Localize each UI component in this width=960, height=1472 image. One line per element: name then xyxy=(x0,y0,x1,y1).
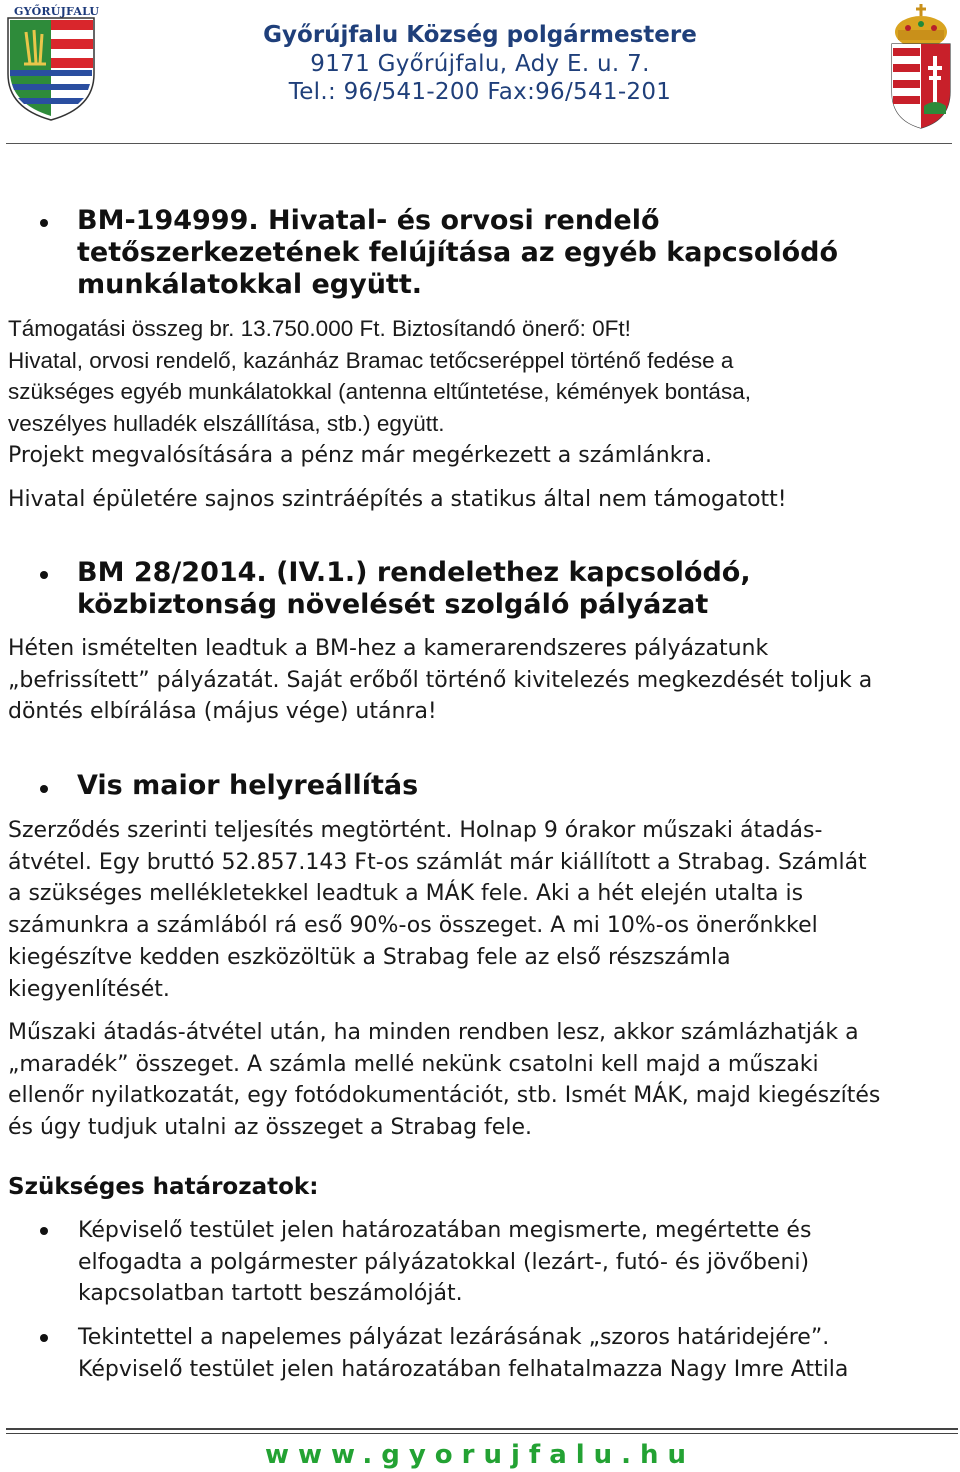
footer-divider xyxy=(6,1428,958,1430)
paragraph-line: Héten ismételten leadtuk a BM-hez a kamerarendszeres pályázatunk xyxy=(8,636,769,661)
decision-line: kapcsolatban tartott beszámolóját. xyxy=(78,1281,463,1306)
footer-divider xyxy=(6,1433,958,1434)
paragraph-line: a szükséges mellékletekkel leadtuk a MÁK fele. Aki a hét elején utalta is xyxy=(8,881,804,907)
section2-heading-line: közbiztonság növelését szolgáló pályázat xyxy=(77,589,709,620)
village-crest-logo xyxy=(4,4,98,122)
section1-heading-line: tetőszerkezetének felújítása az egyéb kapcsolódó xyxy=(77,237,839,268)
paragraph-line: kiegészítve kedden eszközöltük a Strabag fele az első részszámla xyxy=(8,944,731,970)
section3-paragraph2 xyxy=(8,1017,880,1144)
paragraph-line: Műszaki átadás-átvétel után, ha minden rendben lesz, akkor számlázhatják a xyxy=(8,1020,859,1045)
footer-website-link[interactable]: www.gyorujfalu.hu xyxy=(264,1440,696,1470)
section2-heading-line: BM 28/2014. (IV.1.) rendelethez kapcsolódó, xyxy=(77,557,751,588)
paragraph-line: szükséges egyéb munkálatokkal (antenna eltűntetése, kémények bontása, xyxy=(8,379,751,405)
section1-heading-line: BM-194999. Hivatal- és orvosi rendelő xyxy=(77,205,660,236)
section3-paragraph1 xyxy=(8,815,867,1005)
paragraph-line: Projekt megvalósítására a pénz már megérkezett a számlánkra. xyxy=(8,442,712,468)
paragraph-line: „befrissített” pályázatát. Saját erőből történő kivitelezés megkezdését toljuk a xyxy=(8,667,873,693)
paragraph-line: átvétel. Egy bruttó 52.857.143 Ft-os számlát már kiállított a Strabag. Számlát xyxy=(8,849,867,875)
section1-paragraph xyxy=(8,313,751,472)
section3-heading: Vis maior helyreállítás xyxy=(77,770,419,801)
paragraph-line: Szerződés szerinti teljesítés megtörtént. Holnap 9 órakor műszaki átadás- xyxy=(8,818,823,843)
letterhead-phone: Tel.: 96/541-200 Fax:96/541-201 xyxy=(288,79,672,105)
bullet-icon xyxy=(40,571,48,579)
paragraph-line: Támogatási összeg br. 13.750.000 Ft. Biztosítandó önerő: 0Ft! xyxy=(8,316,631,341)
paragraph-line: kiegyenlítését. xyxy=(8,976,170,1002)
decisions-heading: Szükséges határozatok: xyxy=(8,1174,319,1200)
decision-line: Képviselő testület jelen határozatában megismerte, megértette és xyxy=(78,1218,812,1243)
header-divider xyxy=(6,143,952,144)
paragraph-line: „maradék” összeget. A számla mellé nekünk csatolni kell majd a műszaki xyxy=(8,1051,819,1077)
decision-line: Képviselő testület jelen határozatában felhatalmazza Nagy Imre Attila xyxy=(78,1356,849,1382)
section1-note: Hivatal épületére sajnos szintráépítés a statikus által nem támogatott! xyxy=(8,487,787,512)
national-coat-of-arms xyxy=(886,2,956,130)
paragraph-line: döntés elbírálása (május vége) utánra! xyxy=(8,699,437,725)
bullet-icon xyxy=(40,1227,48,1235)
section1-heading-line: munkálatokkal együtt. xyxy=(77,269,423,300)
paragraph-line: veszélyes hulladék elszállítása, stb.) együtt. xyxy=(8,411,445,437)
letterhead-address: 9171 Győrújfalu, Ady E. u. 7. xyxy=(310,51,650,77)
letterhead-text xyxy=(200,20,760,106)
crest-label: GYŐRÚJFALU xyxy=(14,5,100,18)
paragraph-line: ellenőr nyilatkozatát, egy fotódokumentációt, stb. Ismét MÁK, majd kiegészítés xyxy=(8,1083,881,1109)
paragraph-line: Hivatal, orvosi rendelő, kazánház Bramac tetőcseréppel történő fedése a xyxy=(8,347,734,373)
decision-line: Tekintettel a napelemes pályázat lezárásának „szoros határidejére”. xyxy=(78,1325,830,1350)
decision-item xyxy=(78,1322,848,1385)
letterhead-title: Győrújfalu Község polgármestere xyxy=(263,22,697,48)
decision-line: elfogadta a polgármester pályázatokkal (lezárt-, futó- és jövőbeni) xyxy=(78,1249,810,1275)
letterhead xyxy=(0,0,960,150)
section1-heading xyxy=(77,205,838,301)
paragraph-line: számunkra a számlából rá eső 90%-os összeget. A mi 10%-os önerőnkkel xyxy=(8,913,818,939)
paragraph-line: és úgy tudjuk utalni az összeget a Strabag fele. xyxy=(8,1115,532,1141)
decision-item xyxy=(78,1215,811,1310)
bullet-icon xyxy=(40,1334,48,1342)
section2-paragraph xyxy=(8,633,872,728)
bullet-icon xyxy=(40,219,48,227)
section2-heading xyxy=(77,557,751,621)
bullet-icon xyxy=(40,785,48,793)
